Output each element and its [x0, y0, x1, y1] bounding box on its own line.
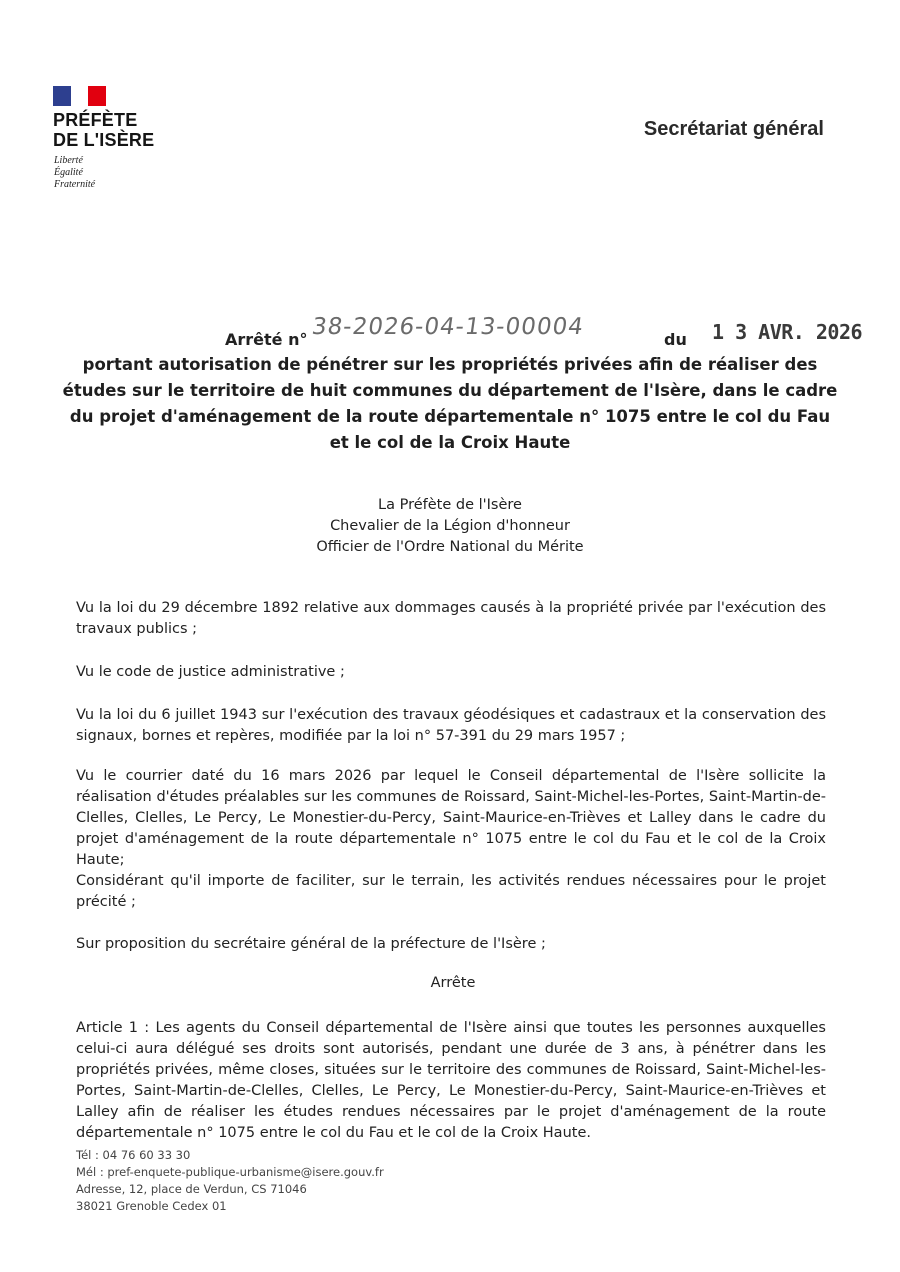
marianne-flag-logo — [53, 86, 106, 106]
visa-paragraph: Vu la loi du 6 juillet 1943 sur l'exécution des travaux géodésiques et cadastraux et la conservation des signaux, bornes et repères, modifiée par la loi n° 57-391 du 29 mars 1957 ; — [76, 707, 826, 744]
authority-block — [0, 495, 900, 558]
prefecture-line1: PRÉFÈTE — [53, 110, 138, 130]
decision-heading: Arrête — [430, 975, 476, 991]
contact-footer — [76, 1147, 384, 1215]
visa-paragraph: Vu le code de justice administrative ; — [76, 664, 345, 680]
motto-liberte: Liberté — [54, 155, 83, 166]
proposition-paragraph: Sur proposition du secrétaire général de la préfecture de l'Isère ; — [76, 936, 546, 952]
visa-paragraph: Vu la loi du 29 décembre 1892 relative aux dommages causés à la propriété privée par l'exécution des travaux publics ; — [76, 600, 826, 637]
visa-paragraph: Vu le courrier daté du 16 mars 2026 par lequel le Conseil départemental de l'Isère sollicite la réalisation d'études préalables sur les communes de Roissard, Saint-Michel-les-Portes, Saint-Martin-de-Clelles, Clelles, Le Percy, Le Monestier-du-Percy, Saint-Maurice-en-Trièves et Lalley dans le cadre du projet d'aménagement de la route départementale n° 1075 entre le col du Fau et le col de la Croix Haute; — [76, 768, 826, 868]
date-stamp: 1 3 AVR. 2026 — [712, 320, 863, 344]
arrete-number-handwritten: 38-2026-04-13-00004 — [310, 314, 586, 340]
footer-mel: Mél : pref-enquete-publique-urbanisme@isere.gouv.fr — [76, 1165, 384, 1179]
arrete-subject: portant autorisation de pénétrer sur les propriétés privées afin de réaliser des études sur le territoire de huit communes du département de l'Isère, dans le cadre du projet d'aménagement de la route départementale n° 1075 entre le col du Fau et le col de la Croix Haute — [62, 355, 838, 452]
footer-city: 38021 Grenoble Cedex 01 — [76, 1199, 227, 1213]
prefecture-name — [53, 110, 154, 150]
arrete-label: Arrêté n° — [225, 330, 308, 349]
service-name: Secrétariat général — [643, 118, 824, 140]
authority-line2: Chevalier de la Légion d'honneur — [330, 518, 570, 534]
considerant-paragraph: Considérant qu'il importe de faciliter, sur le terrain, les activités rendues nécessaires pour le projet précité ; — [76, 873, 826, 910]
footer-tel: Tél : 04 76 60 33 30 — [76, 1148, 191, 1162]
motto-egalite: Égalité — [54, 167, 83, 178]
motto-fraternite: Fraternité — [54, 179, 96, 190]
prefecture-line2: DE L'ISÈRE — [53, 130, 155, 150]
authority-line3: Officier de l'Ordre National du Mérite — [316, 539, 584, 555]
article-1: Article 1 : Les agents du Conseil départemental de l'Isère ainsi que toutes les personnes auxquelles celui-ci aura délégué ses droits sont autorisés, pendant une durée de 3 ans, à pénétrer dans les propriétés privées, même closes, situées sur le territoire des communes de Roissard, Saint-Michel-les-Portes, Saint-Martin-de-Clelles, Clelles, Le Percy, Le Monestier-du-Percy, Saint-Maurice-en-Trièves et Lalley afin de réaliser les études rendues nécessaires par le projet d'aménagement de la route départementale n° 1075 entre le col du Fau et le col de la Croix Haute. — [76, 1020, 826, 1141]
authority-line1: La Préfète de l'Isère — [378, 497, 522, 513]
footer-address: Adresse, 12, place de Verdun, CS 71046 — [76, 1182, 307, 1196]
republic-motto — [54, 155, 95, 191]
du-label: du — [664, 330, 687, 349]
